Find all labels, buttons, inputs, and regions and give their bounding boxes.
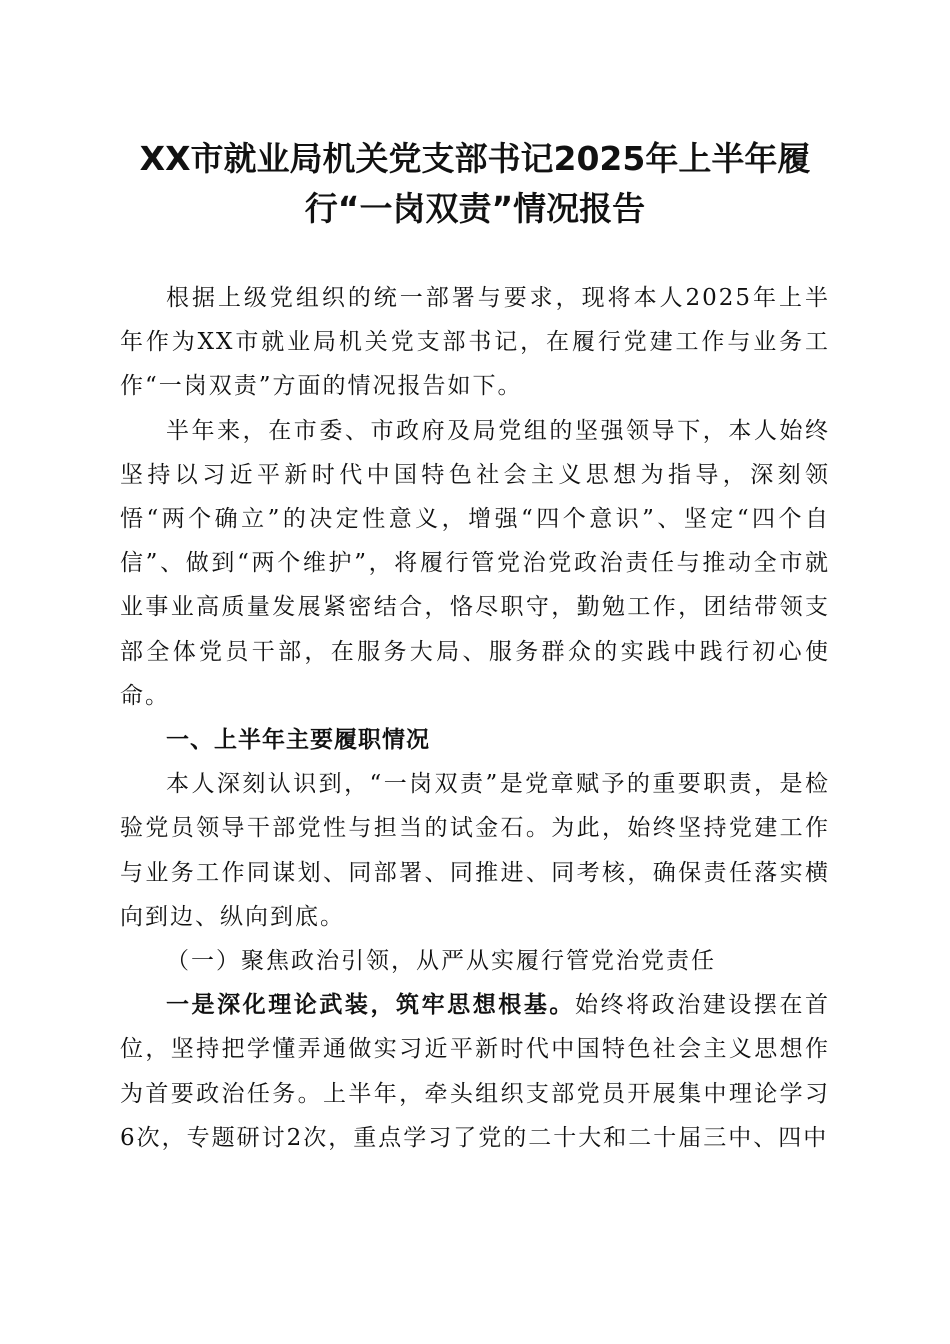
subsection-heading: （一）聚焦政治引领，从严从实履行管党治党责任 [166,948,716,975]
summary-paragraph: 半年来，在市委、市政府及局党组的坚强领导下，本人始终坚持以习近平新时代中国特色社会主义思想为指导，深刻领悟“两个确立”的决定性意义，增强“四个意识”、坚定“四个自信”、做到“两个维护”，将履行管党治党政治责任与推动全市就业事业高质量发展紧密结合，恪尽职守，勤勉工作，团结带领支部全体党员干部，在服务大局、服务群众的实践中践行初心使命。 [120,417,830,709]
detail-lead-sentence: 一是深化理论武装，筑牢思想根基。 [166,991,575,1019]
section-paragraph: 本人深刻认识到，“一岗双责”是党章赋予的重要职责，是检验党员领导干部党性与担当的试金石。为此，始终坚持党建工作与业务工作同谋划、同部署、同推进、同考核，确保责任落实横向到边、纵向到底。 [120,771,830,930]
section-heading: 一、上半年主要履职情况 [166,727,430,754]
title-line-2: 行“一岗双责”情况报告 [304,189,646,228]
intro-paragraph: 根据上级党组织的统一部署与要求，现将本人2025年上半年作为XX市就业局机关党支部书记，在履行党建工作与业务工作“一岗双责”方面的情况报告如下。 [120,285,830,400]
document-title [110,134,840,234]
detail-paragraph [120,983,830,1160]
title-line-1: XX市就业局机关党支部书记2025年上半年履 [139,139,811,178]
detail-body-text: 始终将政治建设摆在首位，坚持把学懂弄通做实习近平新时代中国特色社会主义思想作为首要政治任务。上半年，牵头组织支部党员开展集中理论学习6次，专题研讨2次，重点学习了党的二十大和二十届三中、四中 [120,992,831,1151]
document-body [120,276,830,1160]
